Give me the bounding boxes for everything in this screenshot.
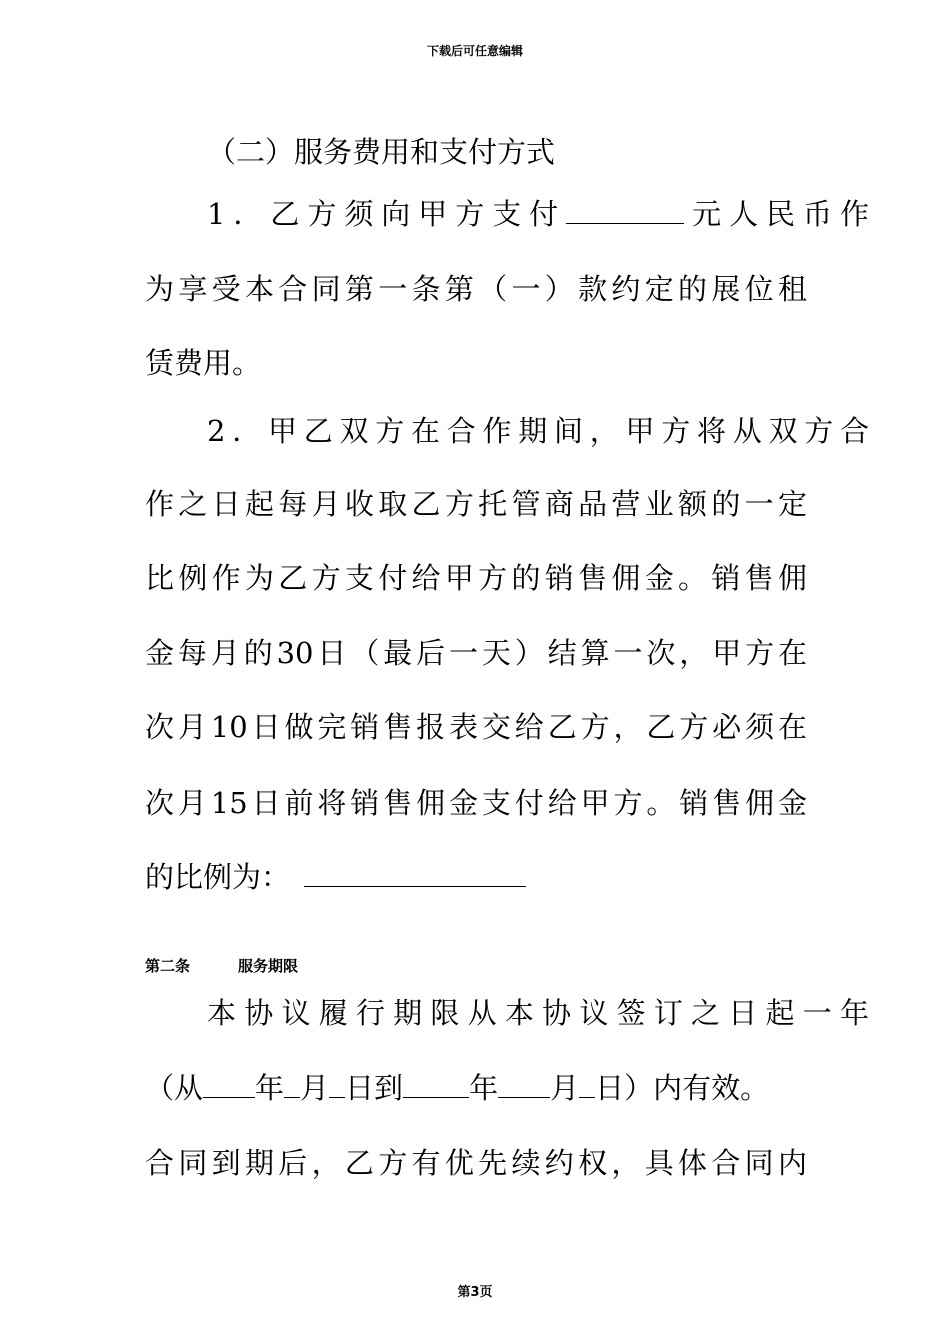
- term-open: （从: [145, 1071, 204, 1105]
- term-day-1: 日到: [345, 1071, 404, 1105]
- term-line-1: 本协议履行期限从本协议签订之日起一年: [207, 996, 869, 1030]
- page-header: 下载后可任意编辑: [426, 44, 523, 58]
- month-blank-2: [498, 1071, 550, 1098]
- clause-1-text-a: 1．乙方须向甲方支付: [207, 197, 567, 231]
- page-number: 第3页: [457, 1285, 493, 1300]
- year-blank-2: [403, 1071, 469, 1098]
- clause-2-line-3: 比例作为乙方支付给甲方的销售佣金。销售佣: [145, 561, 807, 595]
- month-blank-1: [284, 1071, 300, 1098]
- clause-2-line-4: 金每月的30日（最后一天）结算一次，甲方在: [145, 636, 807, 670]
- clause-1-line-2: 为享受本合同第一条第（一）款约定的展位租: [145, 272, 807, 306]
- clause-1-line-3: 赁费用。: [145, 346, 262, 380]
- term-month-1: 月: [300, 1071, 330, 1105]
- ratio-blank: [304, 860, 526, 887]
- term-line-3: 合同到期后，乙方有优先续约权，具体合同内: [145, 1146, 807, 1180]
- clause-1-text-b: 元人民币作: [684, 197, 869, 231]
- term-line-2: [145, 1071, 807, 1105]
- section-title: （二）服务费用和支付方式: [207, 135, 556, 169]
- article-2-title: 服务期限: [238, 957, 299, 975]
- term-year-2: 年: [469, 1071, 499, 1105]
- year-blank-1: [203, 1071, 255, 1098]
- clause-1-line-1: [145, 197, 869, 231]
- ratio-label: 的比例为：: [145, 860, 291, 894]
- term-close: 日）内有效。: [595, 1071, 770, 1105]
- clause-2-line-7: [145, 860, 807, 894]
- article-2-number: 第二条: [145, 957, 191, 975]
- day-blank-1: [329, 1071, 345, 1098]
- clause-2-line-1: 2．甲乙双方在合作期间，甲方将从双方合: [207, 414, 869, 448]
- day-blank-2: [579, 1071, 595, 1098]
- amount-blank: [566, 197, 684, 224]
- term-month-2: 月: [550, 1071, 580, 1105]
- article-2-heading: [145, 955, 298, 976]
- clause-2-line-2: 作之日起每月收取乙方托管商品营业额的一定: [145, 487, 807, 521]
- clause-2-line-5: 次月10日做完销售报表交给乙方，乙方必须在: [145, 710, 807, 744]
- clause-2-line-6: 次月15日前将销售佣金支付给甲方。销售佣金: [145, 786, 807, 820]
- term-year-1: 年: [255, 1071, 285, 1105]
